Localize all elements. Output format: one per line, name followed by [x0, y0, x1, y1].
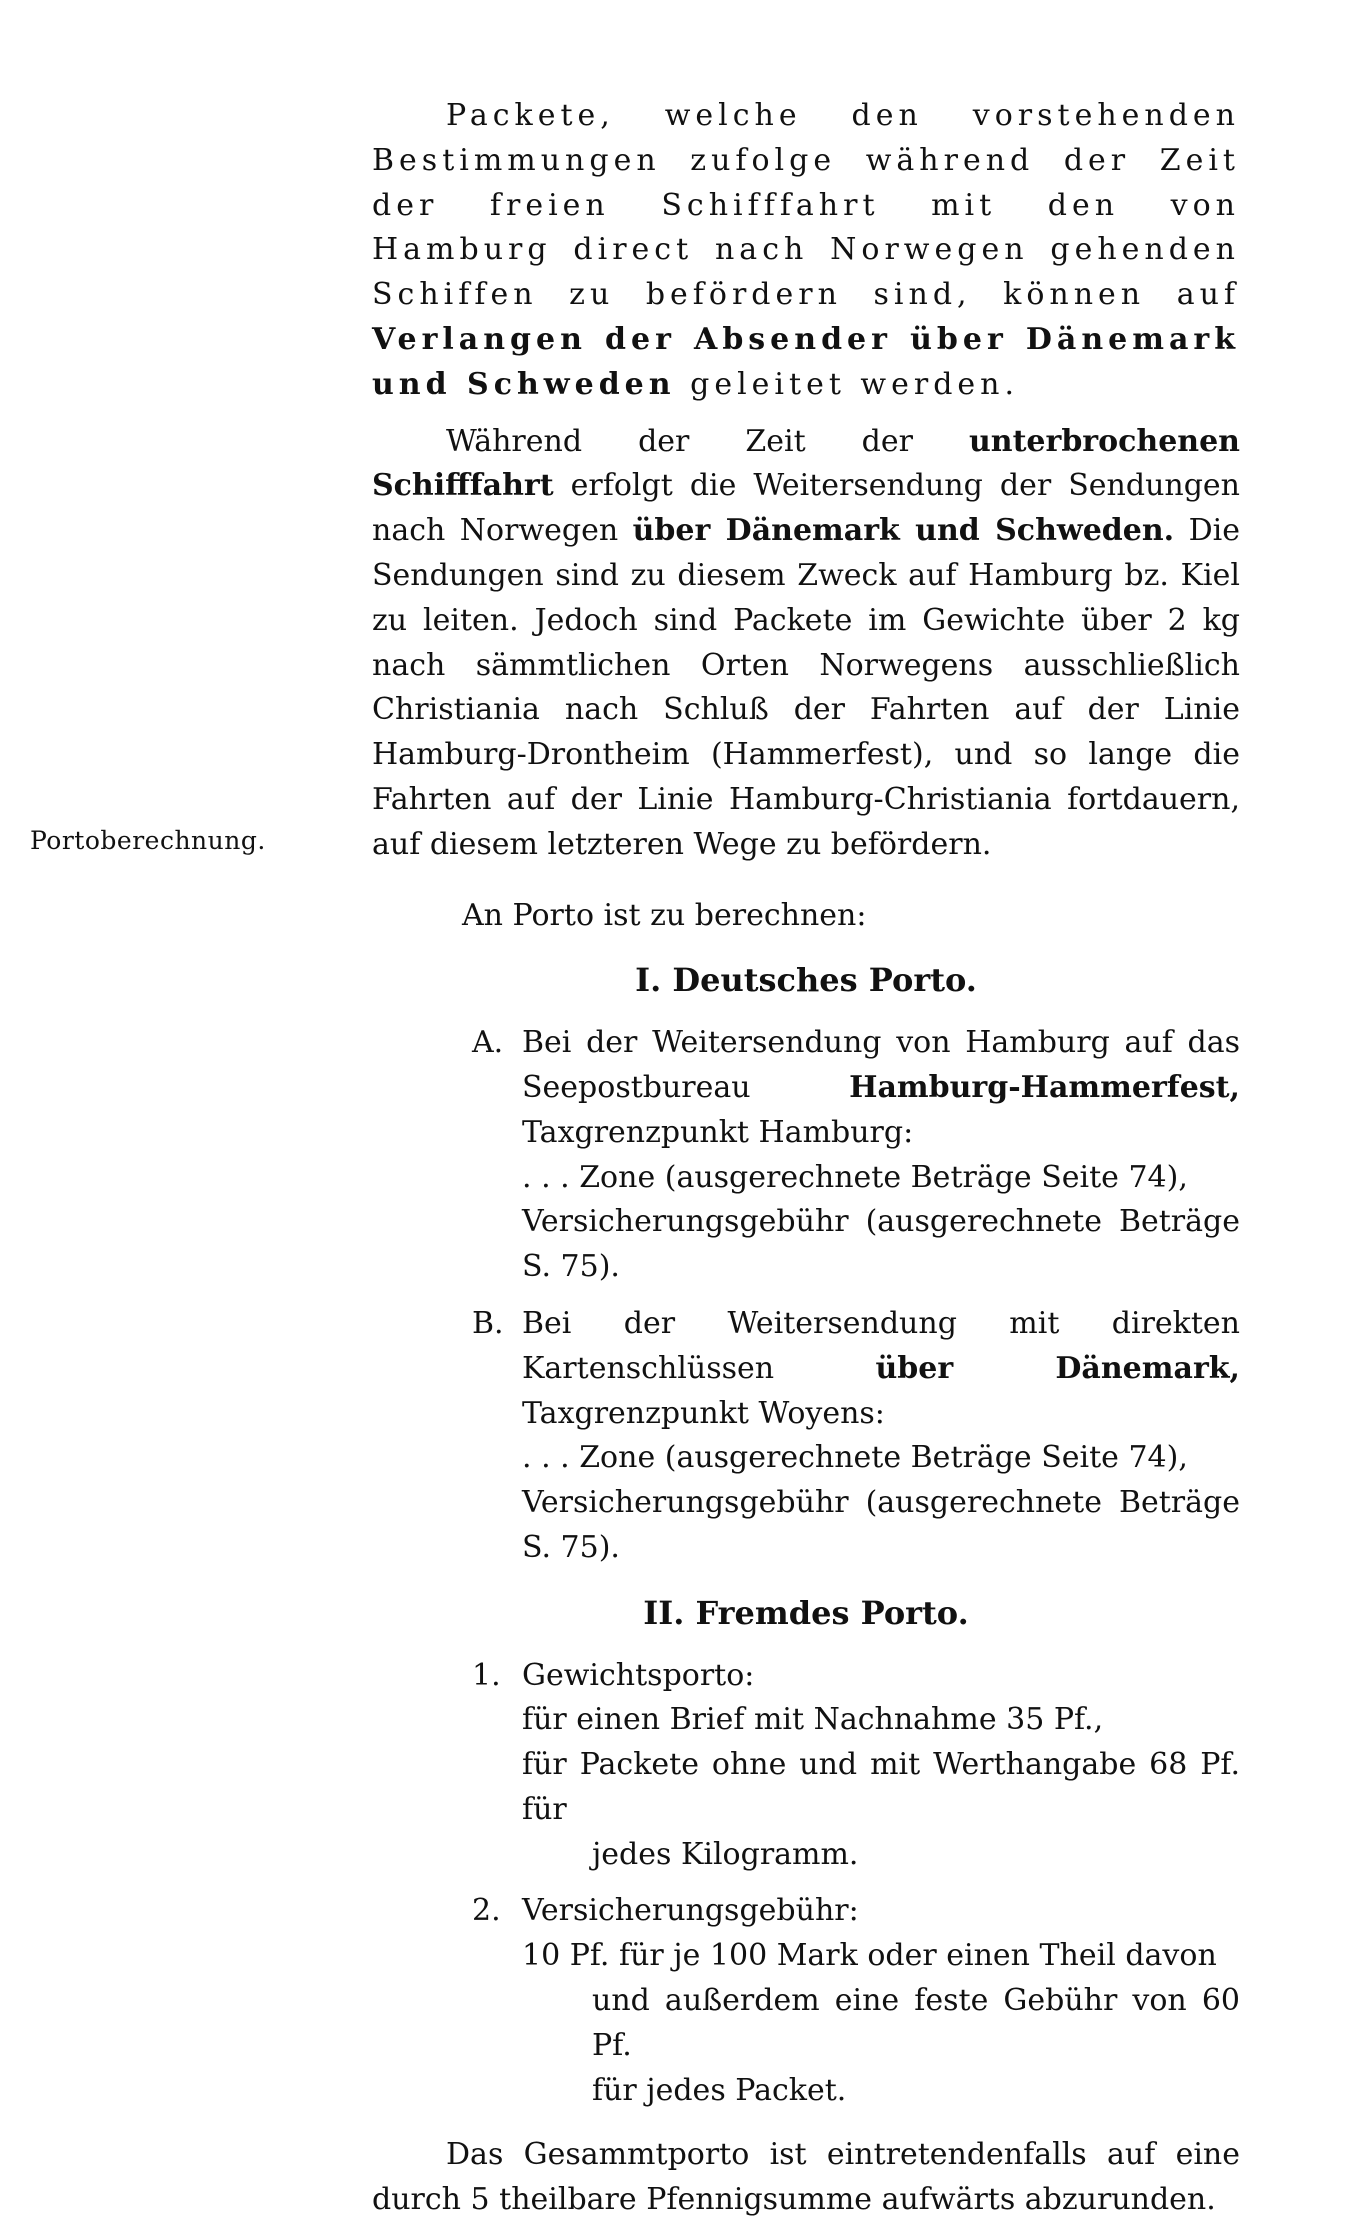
- item-a-bold: Hamburg-Hammerfest,: [849, 1069, 1240, 1105]
- intro-line: An Porto ist zu berechnen:: [462, 897, 867, 933]
- item-b-text-1: Bei der Weitersendung mit direkten Kartenschlüssen: [522, 1305, 1240, 1386]
- item-1-line-3: jedes Kilogramm.: [592, 1836, 859, 1872]
- section-2-heading: II. Fremdes Porto.: [643, 1593, 969, 1632]
- paragraph-2-start: Während der Zeit der: [446, 423, 913, 459]
- item-2-line-1: 10 Pf. für je 100 Mark oder einen Theil davon: [522, 1938, 1217, 1974]
- section-2-item-2: [372, 1889, 1240, 2113]
- item-1-title: Gewichtsporto:: [522, 1657, 755, 1693]
- paragraph-1: [372, 94, 1240, 408]
- item-2-line-3: für jedes Packet.: [592, 2072, 847, 2108]
- section-1-item-b: [372, 1302, 1240, 1571]
- item-b-label: B.: [472, 1305, 504, 1341]
- paragraph-1-end: geleitet werden.: [690, 366, 1020, 402]
- section-1-heading: I. Deutsches Porto.: [635, 961, 977, 1000]
- paragraph-1-bold: Verlangen der Absender über Dänemark und Schweden: [372, 321, 1240, 402]
- item-a-line-1: . . . Zone (ausgerechnete Beträge Seite 74),: [522, 1159, 1188, 1195]
- item-b-line-1: . . . Zone (ausgerechnete Beträge Seite 74),: [522, 1440, 1188, 1476]
- item-1-label: 1.: [472, 1657, 501, 1693]
- paragraph-2-rest: Die Sendungen sind zu diesem Zweck auf Hamburg bz. Kiel zu leiten. Jedoch sind Packete im Gewichte über 2 kg nach sämmtlichen Orten Norwegens ausschließlich Christiania nach Schluß der Fahrten auf der Linie Hamburg-Drontheim (Hammerfest), und so lange die Fahrten auf der Linie Hamburg-Christiania fortdauern, auf diesem letzteren Wege zu befördern.: [372, 513, 1240, 862]
- item-2-title: Versicherungsgebühr:: [522, 1893, 859, 1929]
- final-paragraph: Das Gesammtporto ist eintretendenfalls auf eine durch 5 theilbare Pfennigsumme aufwärts abzurunden.: [372, 2137, 1240, 2218]
- item-a-label: A.: [472, 1025, 504, 1061]
- item-a-line-2: Versicherungsgebühr (ausgerechnete Beträge S. 75).: [522, 1204, 1240, 1285]
- section-1-item-a: [372, 1021, 1240, 1290]
- item-1-line-1: für einen Brief mit Nachnahme 35 Pf.,: [522, 1702, 1104, 1738]
- paragraph-2: [372, 420, 1240, 868]
- margin-note: Portoberechnung.: [30, 826, 266, 855]
- item-2-label: 2.: [472, 1893, 501, 1929]
- section-2-item-1: [372, 1654, 1240, 1878]
- item-a-text-2: Taxgrenzpunkt Hamburg:: [522, 1114, 914, 1150]
- item-b-text-2: Taxgrenzpunkt Woyens:: [522, 1395, 885, 1431]
- item-1-line-2: für Packete ohne und mit Werthangabe 68 Pf. für: [522, 1747, 1240, 1827]
- paragraph-2-bold-1: unterbrochenen Schifffahrt: [372, 423, 1240, 504]
- item-b-line-2: Versicherungsgebühr (ausgerechnete Beträge S. 75).: [522, 1485, 1240, 1565]
- paragraph-2-mid: erfolgt die Weitersendung der Sendungen nach Norwegen: [372, 468, 1240, 549]
- item-2-line-2: und außerdem eine feste Gebühr von 60 Pf.: [592, 1983, 1240, 2063]
- paragraph-1-text: Packete, welche den vorstehenden Bestimmungen zufolge während der Zeit der freien Schifffahrt mit den von Hamburg direct nach Norwegen gehenden Schiffen zu befördern sind, können auf: [372, 98, 1240, 313]
- item-b-bold: über Dänemark,: [875, 1350, 1240, 1386]
- body-text: [372, 94, 1240, 2223]
- item-a-text-1: Bei der Weitersendung von Hamburg auf das Seepostbureau: [522, 1025, 1240, 1105]
- paragraph-2-bold-2: über Dänemark und Schweden.: [632, 513, 1175, 549]
